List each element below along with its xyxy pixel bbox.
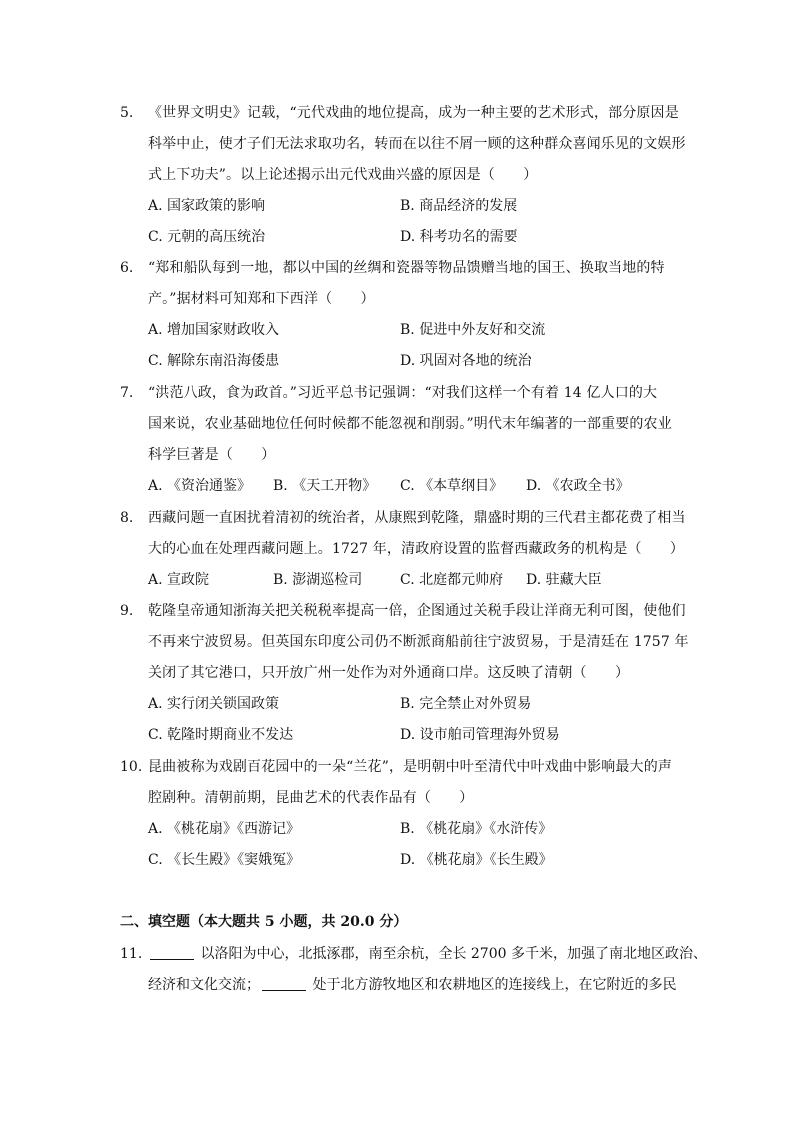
question-text-line: 大的心血在处理西藏问题上。1727 年，清政府设置的监督西藏政务的机构是（ ） (148, 541, 685, 557)
question-number: 6. (120, 260, 134, 276)
question-text-line: 产。”据材料可知郑和下西洋（ ） (148, 291, 375, 307)
question-text-line: 《世界文明史》记载，“元代戏曲的地位提高，成为一种主要的艺术形式，部分原因是 (148, 105, 679, 121)
option-c: C. 北庭都元帅府 (400, 572, 504, 588)
option-d: D. 设市舶司管理海外贸易 (400, 727, 560, 743)
answer-blank[interactable] (262, 976, 306, 991)
question-text-line (148, 975, 676, 995)
option-a: A. 宣政院 (148, 572, 210, 588)
option-a: A. 《桃花扇》《西游记》 (148, 821, 301, 837)
question-text-line: “洪范八政，食为政首。”习近平总书记强调：“对我们这样一个有着 14 亿人口的大 (148, 385, 658, 401)
option-a: A. 增加国家财政收入 (148, 322, 280, 338)
question-text-line: 科学巨著是（ ） (148, 447, 276, 463)
option-b: B. 澎湖巡检司 (273, 572, 363, 588)
question-text-line: 腔剧种。清朝前期，昆曲艺术的代表作品有（ ） (148, 790, 474, 806)
option-d: D. 科考功名的需要 (400, 229, 518, 245)
option-b: B. 促进中外友好和交流 (400, 322, 546, 338)
question-text-line: 不再来宁波贸易。但英国东印度公司仍不断派商船前往宁波贸易，于是清廷在 1757 年 (148, 634, 689, 650)
question-text-line: “郑和船队每到一地，都以中国的丝绸和瓷器等物品馈赠当地的国王、换取当地的特 (148, 260, 665, 276)
section-heading: 二、填空题（本大题共 5 小题，共 20.0 分） (120, 914, 408, 930)
option-d: D. 《桃花扇》《长生殿》 (400, 852, 553, 868)
option-c: C. 乾隆时期商业不发达 (148, 727, 294, 743)
option-b: B. 《天工开物》 (273, 478, 377, 494)
option-d: D. 巩固对各地的统治 (400, 353, 532, 369)
question-text-segment: 以洛阳为中心，北抵涿郡，南至余杭，全长 2700 多千米，加强了南北地区政治、 (196, 946, 707, 962)
option-b: B. 完全禁止对外贸易 (400, 696, 532, 712)
question-text-line (148, 944, 707, 964)
question-text-line: 西藏问题一直困扰着清初的统治者，从康熙到乾隆，鼎盛时期的三代君主都花费了相当 (148, 510, 686, 526)
question-text-line: 昆曲被称为戏剧百花园中的一朵“兰花”，是明朝中叶至清代中叶戏曲中影响最大的声 (148, 759, 673, 775)
question-number: 11. (120, 946, 143, 962)
question-number: 8. (120, 510, 134, 526)
option-c: C. 元朝的高压统治 (148, 229, 266, 245)
option-a: A. 国家政策的影响 (148, 198, 266, 214)
question-text-line: 乾隆皇帝通知浙海关把关税税率提高一倍，企图通过关税手段让洋商无利可图，使他们 (148, 603, 686, 619)
question-text-segment: 处于北方游牧地区和农耕地区的连接线上，在它附近的多民 (308, 977, 677, 993)
question-text-line: 国来说，农业基础地位任何时候都不能忽视和削弱。”明代末年编著的一部重要的农业 (148, 416, 672, 432)
question-number: 5. (120, 105, 134, 121)
option-a: A. 《资治通鉴》 (148, 478, 252, 494)
question-number: 7. (120, 385, 134, 401)
option-b: B. 《桃花扇》《水浒传》 (400, 821, 553, 837)
question-text-line: 式上下功夫”。以上论述揭示出元代戏曲兴盛的原因是（ ） (148, 167, 538, 183)
option-d: D. 《农政全书》 (526, 478, 630, 494)
question-number: 9. (120, 603, 134, 619)
option-b: B. 商品经济的发展 (400, 198, 518, 214)
option-a: A. 实行闭关锁国政策 (148, 696, 280, 712)
option-c: C. 《本草纲目》 (400, 478, 504, 494)
option-c: C. 解除东南沿海倭患 (148, 353, 280, 369)
option-d: D. 驻藏大臣 (526, 572, 602, 588)
question-text-line: 科举中止，使才子们无法求取功名，转而在以往不屑一顾的这种群众喜闻乐见的文娱形 (148, 136, 686, 152)
question-text-line: 关闭了其它港口，只开放广州一处作为对外通商口岸。这反映了清朝（ ） (148, 665, 630, 681)
answer-blank[interactable] (150, 945, 194, 960)
question-number: 10. (120, 759, 143, 775)
question-text-segment: 经济和文化交流； (148, 977, 260, 993)
option-c: C. 《长生殿》《窦娥冤》 (148, 852, 301, 868)
